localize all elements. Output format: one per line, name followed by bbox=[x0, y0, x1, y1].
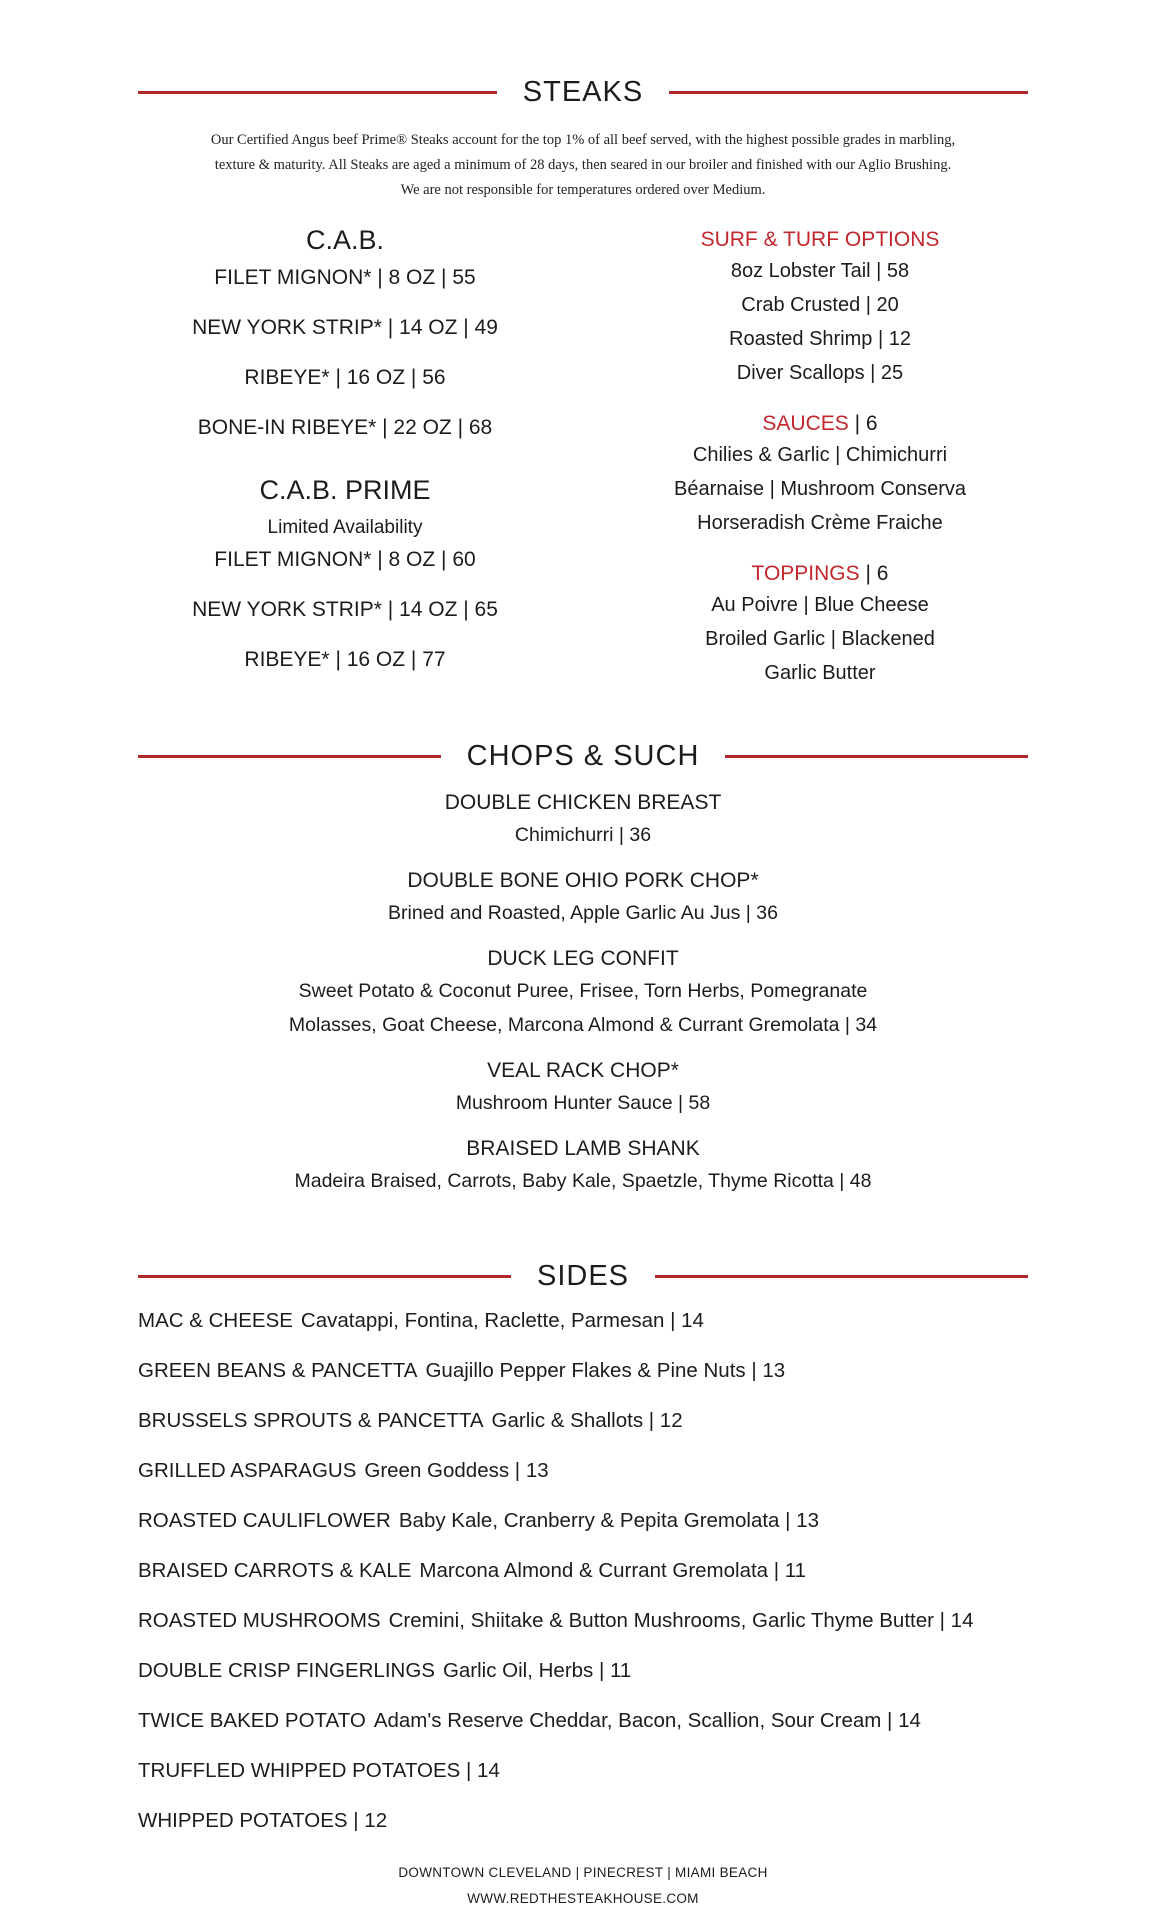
side-item bbox=[138, 1356, 1038, 1406]
chops-title: CHOPS & SUCH bbox=[466, 740, 700, 772]
side-item bbox=[138, 1706, 1038, 1756]
chop-item bbox=[138, 788, 1028, 852]
side-desc: Green Goddess | 13 bbox=[364, 1459, 549, 1482]
footer bbox=[0, 1860, 1166, 1912]
side-item bbox=[138, 1406, 1038, 1456]
heading-rule-left bbox=[138, 1275, 511, 1278]
side-name: WHIPPED POTATOES | 12 bbox=[138, 1809, 388, 1832]
option-item: Garlic Butter bbox=[764, 662, 876, 684]
sauces-group bbox=[620, 410, 1020, 540]
side-item bbox=[138, 1556, 1038, 1606]
chop-name: DOUBLE CHICKEN BREAST bbox=[444, 791, 722, 814]
side-desc: Guajillo Pepper Flakes & Pine Nuts | 13 bbox=[425, 1359, 786, 1382]
side-item bbox=[138, 1606, 1038, 1656]
side-item bbox=[138, 1756, 1038, 1806]
side-desc: Garlic Oil, Herbs | 11 bbox=[442, 1659, 632, 1682]
option-item: Béarnaise | Mushroom Conserva bbox=[674, 478, 966, 500]
side-item bbox=[138, 1656, 1038, 1706]
chop-item bbox=[138, 1056, 1028, 1120]
toppings-title: TOPPINGS bbox=[751, 562, 860, 585]
steaks-left-column bbox=[150, 222, 540, 696]
option-item: Chilies & Garlic | Chimichurri bbox=[692, 444, 948, 466]
chop-desc: Chimichurri | 36 bbox=[514, 824, 652, 846]
chop-item bbox=[138, 944, 1028, 1042]
chop-desc: Madeira Braised, Carrots, Baby Kale, Spaetzle, Thyme Ricotta | 48 bbox=[294, 1170, 872, 1192]
option-item: Roasted Shrimp | 12 bbox=[729, 328, 911, 350]
intro-line: texture & maturity. All Steaks are aged a minimum of 28 days, then seared in our broiler and finished with our Aglio Brushing. bbox=[214, 157, 952, 173]
steak-item: NEW YORK STRIP* | 14 OZ | 49 bbox=[192, 316, 498, 339]
intro-line: We are not responsible for temperatures ordered over Medium. bbox=[400, 182, 766, 198]
toppings-price: | 6 bbox=[859, 562, 889, 585]
chop-name: DUCK LEG CONFIT bbox=[487, 947, 679, 970]
steaks-title: STEAKS bbox=[522, 76, 644, 108]
sauces-price: | 6 bbox=[848, 412, 878, 435]
steak-item: FILET MIGNON* | 8 OZ | 60 bbox=[214, 548, 476, 571]
chop-name: BRAISED LAMB SHANK bbox=[466, 1137, 700, 1160]
heading-rule-right bbox=[725, 755, 1028, 758]
side-name: ROASTED CAULIFLOWER bbox=[138, 1509, 391, 1532]
side-name: TRUFFLED WHIPPED POTATOES | 14 bbox=[138, 1759, 500, 1782]
sides-heading bbox=[138, 1260, 1028, 1293]
side-desc: Garlic & Shallots | 12 bbox=[491, 1409, 683, 1432]
chop-desc: Mushroom Hunter Sauce | 58 bbox=[455, 1092, 711, 1114]
chop-desc: Brined and Roasted, Apple Garlic Au Jus | 36 bbox=[388, 902, 778, 924]
option-item: Diver Scallops | 25 bbox=[736, 362, 904, 384]
chop-item bbox=[138, 1134, 1028, 1198]
side-desc: Marcona Almond & Currant Gremolata | 11 bbox=[419, 1559, 807, 1582]
footer-website[interactable]: WWW.REDTHESTEAKHOUSE.COM bbox=[467, 1891, 699, 1906]
chops-heading bbox=[138, 740, 1028, 773]
sides-list bbox=[138, 1306, 1038, 1856]
steaks-intro bbox=[160, 128, 1006, 203]
chops-list bbox=[138, 788, 1028, 1212]
side-item bbox=[138, 1306, 1038, 1356]
cab-prime-title: C.A.B. PRIME bbox=[259, 475, 431, 505]
side-item bbox=[138, 1506, 1038, 1556]
intro-line: Our Certified Angus beef Prime® Steaks account for the top 1% of all beef served, with the highest possible grades in marbling, bbox=[210, 132, 956, 148]
side-name: TWICE BAKED POTATO bbox=[138, 1709, 366, 1732]
chop-name: VEAL RACK CHOP* bbox=[487, 1059, 679, 1082]
option-item: Crab Crusted | 20 bbox=[741, 294, 899, 316]
heading-rule-left bbox=[138, 755, 441, 758]
heading-rule-left bbox=[138, 91, 497, 94]
sauces-title: SAUCES bbox=[762, 412, 849, 435]
heading-rule-right bbox=[669, 91, 1028, 94]
steak-item: BONE-IN RIBEYE* | 22 OZ | 68 bbox=[197, 416, 493, 439]
option-item: Horseradish Crème Fraiche bbox=[697, 512, 943, 534]
side-name: ROASTED MUSHROOMS bbox=[138, 1609, 381, 1632]
surf-turf-title: SURF & TURF OPTIONS bbox=[700, 228, 940, 251]
side-name: MAC & CHEESE bbox=[138, 1309, 293, 1332]
side-desc: Baby Kale, Cranberry & Pepita Gremolata | 13 bbox=[398, 1509, 819, 1532]
chop-item bbox=[138, 866, 1028, 930]
steak-item: NEW YORK STRIP* | 14 OZ | 65 bbox=[192, 598, 498, 621]
side-name: BRAISED CARROTS & KALE bbox=[138, 1559, 412, 1582]
side-name: GRILLED ASPARAGUS bbox=[138, 1459, 357, 1482]
steak-item: FILET MIGNON* | 8 OZ | 55 bbox=[214, 266, 476, 289]
cab-title: C.A.B. bbox=[305, 225, 385, 255]
heading-rule-right bbox=[655, 1275, 1028, 1278]
footer-locations: DOWNTOWN CLEVELAND | PINECREST | MIAMI BEACH bbox=[398, 1865, 768, 1880]
toppings-group bbox=[620, 560, 1020, 690]
side-name: GREEN BEANS & PANCETTA bbox=[138, 1359, 418, 1382]
sides-title: SIDES bbox=[536, 1260, 630, 1292]
surf-turf-group bbox=[620, 226, 1020, 390]
limited-availability-note: Limited Availability bbox=[267, 517, 423, 538]
steak-item: RIBEYE* | 16 OZ | 77 bbox=[244, 648, 446, 671]
option-item: 8oz Lobster Tail | 58 bbox=[730, 260, 910, 282]
steaks-heading bbox=[138, 76, 1028, 109]
steak-item: RIBEYE* | 16 OZ | 56 bbox=[244, 366, 446, 389]
steaks-right-column bbox=[620, 226, 1020, 710]
side-name: BRUSSELS SPROUTS & PANCETTA bbox=[138, 1409, 484, 1432]
side-desc: Adam's Reserve Cheddar, Bacon, Scallion, Sour Cream | 14 bbox=[373, 1709, 921, 1732]
side-desc: Cremini, Shiitake & Button Mushrooms, Garlic Thyme Butter | 14 bbox=[388, 1609, 974, 1632]
side-item bbox=[138, 1456, 1038, 1506]
chop-desc: Sweet Potato & Coconut Puree, Frisee, Torn Herbs, Pomegranate bbox=[298, 980, 868, 1002]
option-item: Au Poivre | Blue Cheese bbox=[711, 594, 929, 616]
chop-name: DOUBLE BONE OHIO PORK CHOP* bbox=[407, 869, 759, 892]
chop-desc: Molasses, Goat Cheese, Marcona Almond & Currant Gremolata | 34 bbox=[288, 1014, 878, 1036]
side-desc: Cavatappi, Fontina, Raclette, Parmesan | 14 bbox=[300, 1309, 704, 1332]
side-name: DOUBLE CRISP FINGERLINGS bbox=[138, 1659, 435, 1682]
option-item: Broiled Garlic | Blackened bbox=[705, 628, 935, 650]
side-item bbox=[138, 1806, 1038, 1856]
